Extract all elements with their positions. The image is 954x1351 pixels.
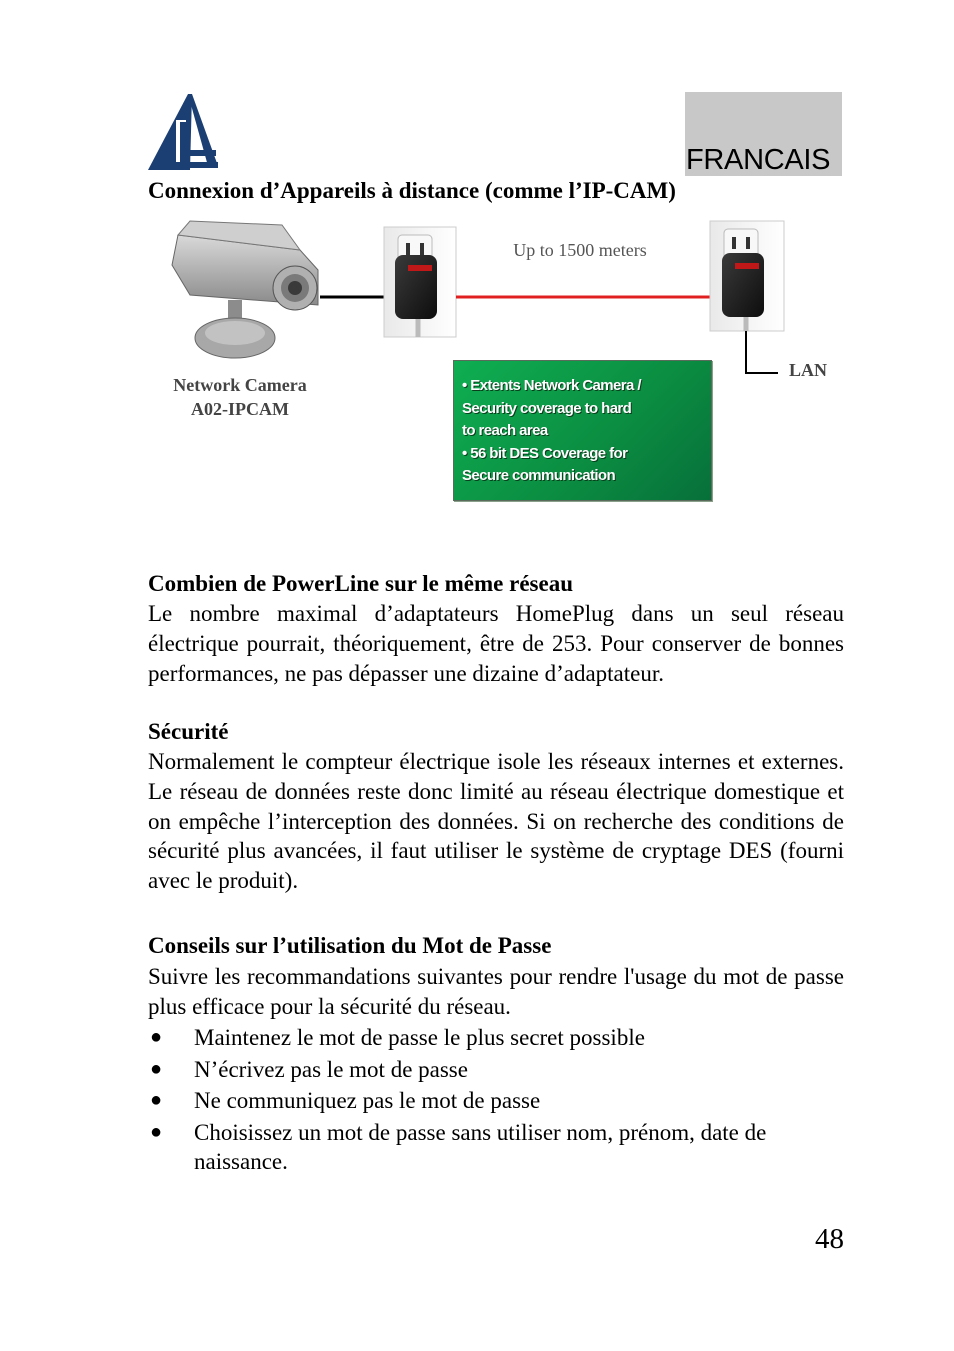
password-heading: Conseils sur l’utilisation du Mot de Passe [148,933,552,958]
features-box [453,360,712,501]
features-text: • Extents Network Camera / Security coverage to hard to reach area • 56 bit DES Coverage for Secure communication [462,377,641,484]
list-item [148,1023,844,1053]
camera-caption-name: Network Camera [173,375,307,395]
list-item [148,1086,844,1116]
list-item-text: Maintenez le mot de passe le plus secret possible [194,1025,645,1050]
list-item-text: Choisissez un mot de passe sans utiliser nom, prénom, date de naissance. [194,1119,767,1174]
security-heading: Sécurité [148,719,229,744]
language-label: FRANCAIS [686,144,831,176]
section-title: Connexion d’Appareils à distance (comme l’IP-CAM) [148,178,676,203]
list-item-text: Ne communiquez pas le mot de passe [194,1088,541,1113]
security-paragraph: Normalement le compteur électrique isole les réseaux internes et externes. Le réseau de données reste donc limité au réseau électrique domestique et on empêche l’interception des données. Si on recherche des conditions de sécurité plus avancées, il faut utiliser le système de cryptage DES (fourni avec le produit). [148,749,844,894]
password-paragraph: Suivre les recommandations suivantes pour rendre l'usage du mot de passe plus efficace pour la sécurité du réseau. [148,964,844,1019]
lan-label: LAN [789,360,828,380]
atlantis-logo-icon [146,92,220,172]
page-number: 48 [815,1223,844,1255]
bullet-icon: ● [150,1057,163,1080]
password-tips-list [148,1023,844,1179]
list-item [148,1055,844,1085]
distance-label: Up to 1500 meters [513,240,647,260]
bullet-icon: ● [150,1120,163,1143]
camera-caption [150,373,330,421]
powerline-adapter-icon [384,227,456,337]
powerline-paragraph: Le nombre maximal d’adaptateurs HomePlug dans un seul réseau électrique pourrait, théoriquement, être de 253. Pour conserver de bonnes performances, ne pas dépasser une dizaine d’adaptateur. [148,601,844,686]
list-item-text: N’écrivez pas le mot de passe [194,1056,468,1082]
bullet-icon: ● [150,1089,163,1111]
language-tab [685,92,842,176]
powerline-adapter-icon [710,221,784,331]
list-item [148,1118,844,1177]
camera-caption-model: A02-IPCAM [191,399,289,419]
bullet-icon: ● [150,1026,163,1048]
powerline-heading: Combien de PowerLine sur le même réseau [148,571,573,596]
network-camera-icon [172,221,318,358]
